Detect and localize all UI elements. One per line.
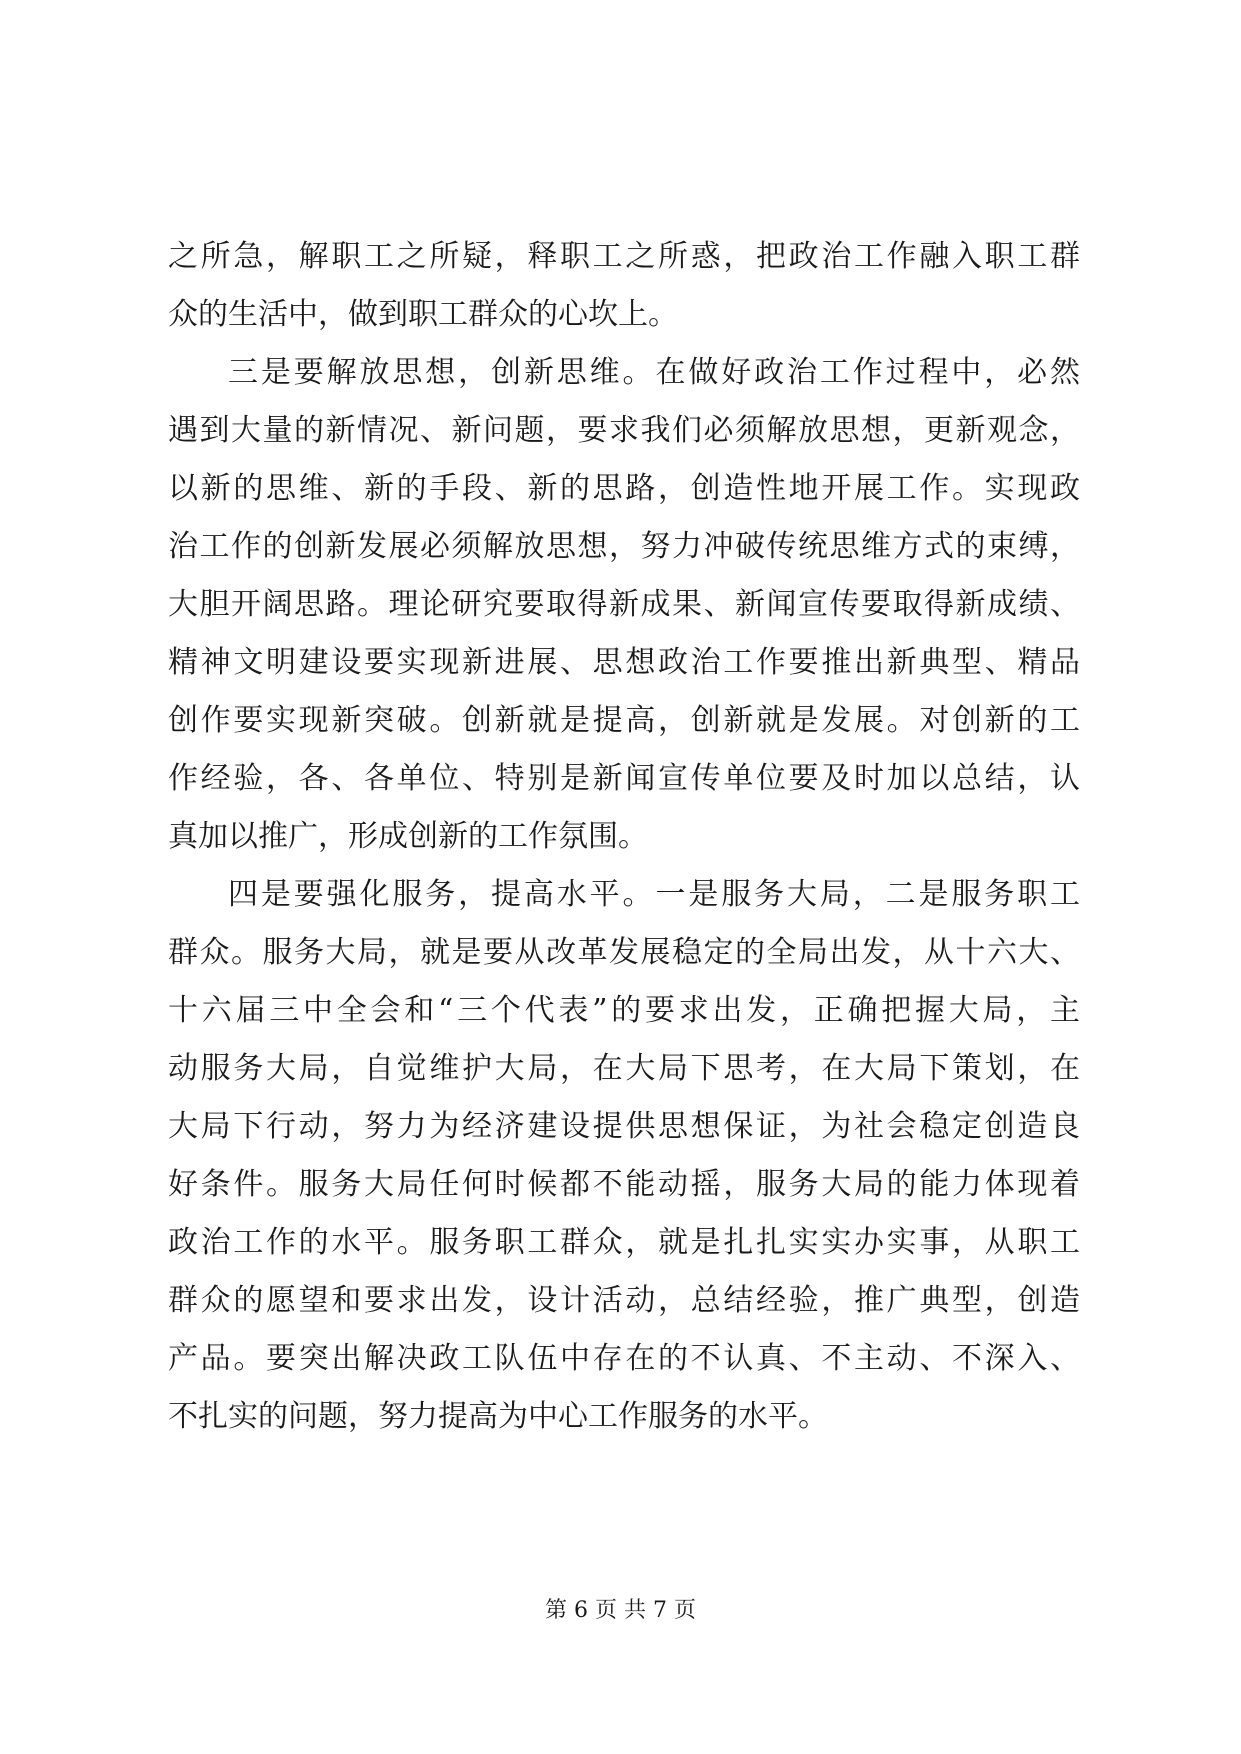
text-line: 三是要解放思想，创新思维。在做好政治工作过程中，必然 <box>228 355 1080 390</box>
page-number-footer: 第 6 页 共 7 页 <box>545 1598 696 1623</box>
document-body <box>168 228 1080 1446</box>
text-line: 不扎实的问题，努力提高为中心工作服务的水平。 <box>168 1399 828 1434</box>
text-line: 创作要实现新突破。创新就是提高，创新就是发展。对创新的工 <box>168 703 1080 738</box>
text-line: 作经验，各、各单位、特别是新闻宣传单位要及时加以总结，认 <box>168 761 1080 796</box>
text-line: 精神文明建设要实现新进展、思想政治工作要推出新典型、精品 <box>168 645 1080 680</box>
text-line: 治工作的创新发展必须解放思想，努力冲破传统思维方式的束缚， <box>168 529 1080 564</box>
text-line: 四是要强化服务，提高水平。一是服务大局，二是服务职工 <box>228 877 1080 912</box>
text-line: 好条件。服务大局任何时候都不能动摇，服务大局的能力体现着 <box>168 1167 1080 1202</box>
text-line: 真加以推广，形成创新的工作氛围。 <box>168 819 648 854</box>
text-line: 以新的思维、新的手段、新的思路，创造性地开展工作。实现政 <box>168 471 1080 506</box>
text-line: 十六届三中全会和“三个代表”的要求出发，正确把握大局，主 <box>168 993 1080 1028</box>
paragraph <box>168 344 1080 866</box>
text-line: 政治工作的水平。服务职工群众，就是扎扎实实办实事，从职工 <box>168 1225 1080 1260</box>
text-line: 众的生活中，做到职工群众的心坎上。 <box>168 297 678 332</box>
text-line: 遇到大量的新情况、新问题，要求我们必须解放思想，更新观念， <box>168 413 1080 448</box>
text-line: 动服务大局，自觉维护大局，在大局下思考，在大局下策划，在 <box>168 1051 1080 1086</box>
paragraph <box>168 228 1080 344</box>
text-line: 产品。要突出解决政工队伍中存在的不认真、不主动、不深入、 <box>168 1341 1080 1376</box>
paragraph <box>168 866 1080 1446</box>
text-line: 大胆开阔思路。理论研究要取得新成果、新闻宣传要取得新成绩、 <box>168 587 1080 622</box>
text-line: 群众。服务大局，就是要从改革发展稳定的全局出发，从十六大、 <box>168 935 1080 970</box>
text-line: 之所急，解职工之所疑，释职工之所惑，把政治工作融入职工群 <box>168 239 1080 274</box>
text-line: 群众的愿望和要求出发，设计活动，总结经验，推广典型，创造 <box>168 1283 1080 1318</box>
text-line: 大局下行动，努力为经济建设提供思想保证，为社会稳定创造良 <box>168 1109 1080 1144</box>
